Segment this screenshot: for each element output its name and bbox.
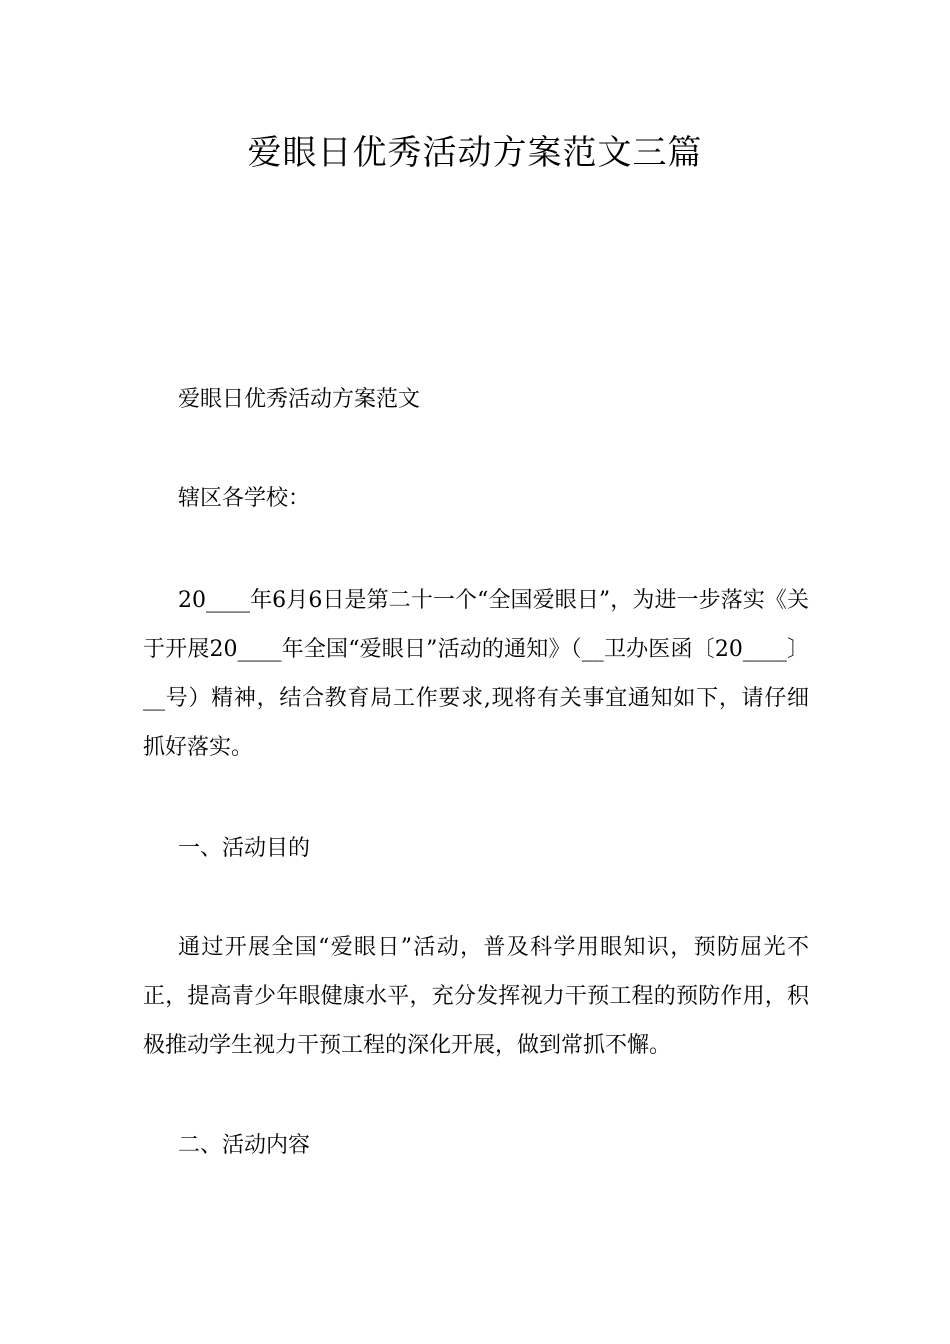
plan-heading: 爱眼日优秀活动方案范文: [178, 387, 421, 412]
document-title: 爱眼日优秀活动方案范文三篇: [247, 133, 703, 173]
notice-paragraph: 20____年6月6日是第二十一个“全国爱眼日”，为进一步落实《关于开展20____年全国“爱眼日”活动的通知》（__卫办医函〔20____〕__号）精神，结合教育局工作要求,现将有关事宜通知如下，请仔细抓好落实。: [143, 588, 809, 760]
purpose-paragraph: 通过开展全国“爱眼日”活动，普及科学用眼知识，预防屈光不正，提高青少年眼健康水平，充分发挥视力干预工程的预防作用，积极推动学生视力干预工程的深化开展，做到常抓不懈。: [143, 935, 809, 1058]
salutation: 辖区各学校：: [178, 486, 311, 511]
section-heading-purpose: 一、活动目的: [178, 836, 311, 861]
section-heading-content: 二、活动内容: [178, 1133, 311, 1158]
